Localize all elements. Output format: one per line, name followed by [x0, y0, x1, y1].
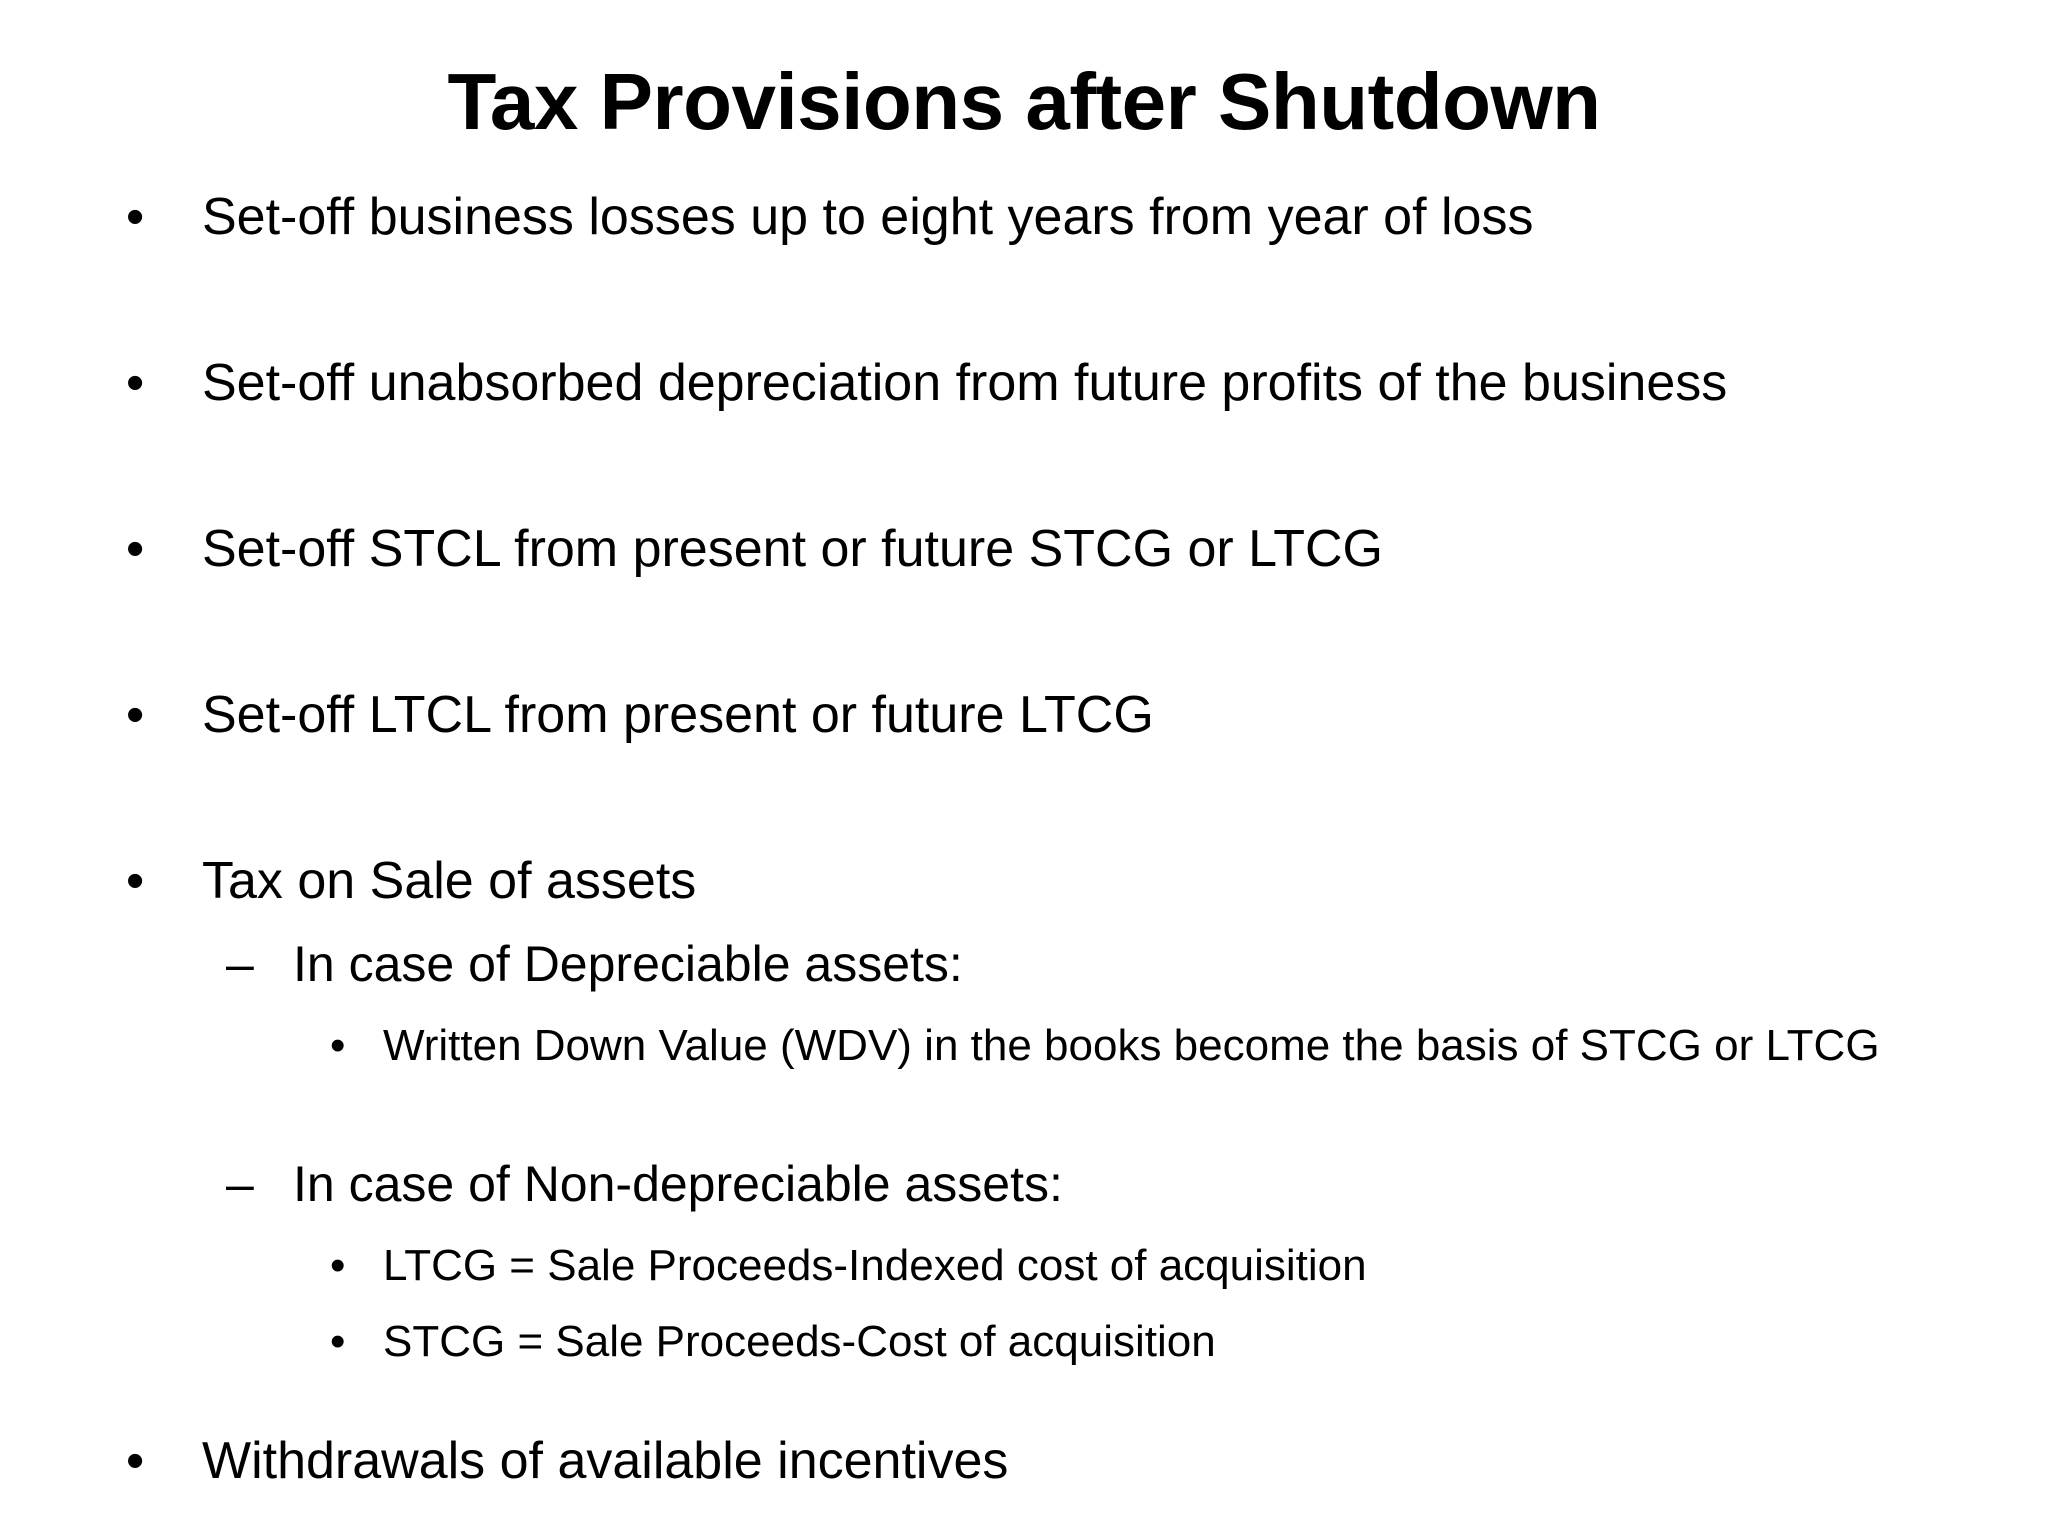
bullet-icon: • [330, 1317, 346, 1366]
slide-title: Tax Provisions after Shutdown [447, 57, 1601, 146]
dash-icon: – [226, 1156, 254, 1212]
bullet-icon: • [126, 686, 145, 744]
sub-item-text: In case of Non-depreciable assets: [293, 1156, 1063, 1212]
bullet-text: Set-off business losses up to eight years from year of loss [202, 188, 1534, 246]
bullet-icon: • [330, 1021, 346, 1070]
bullet-text: Withdrawals of available incentives [202, 1432, 1009, 1490]
bullet-icon: • [126, 188, 145, 246]
bullet-text: Set-off unabsorbed depreciation from future profits of the business [202, 354, 1728, 412]
bullet-icon: • [126, 354, 145, 412]
dash-icon: – [226, 936, 254, 992]
bullet-text: Set-off LTCL from present or future LTCG [202, 686, 1154, 744]
sub-item-text: In case of Depreciable assets: [293, 936, 963, 992]
point-text: Written Down Value (WDV) in the books become the basis of STCG or LTCG [383, 1021, 1880, 1070]
point-text: LTCG = Sale Proceeds-Indexed cost of acquisition [383, 1241, 1367, 1290]
bullet-icon: • [126, 1432, 145, 1490]
bullet-icon: • [330, 1241, 346, 1290]
bullet-text: Set-off STCL from present or future STCG or LTCG [202, 520, 1383, 578]
point-text: STCG = Sale Proceeds-Cost of acquisition [383, 1317, 1216, 1366]
bullet-icon: • [126, 520, 145, 578]
bullet-icon: • [126, 852, 145, 910]
bullet-text: Tax on Sale of assets [202, 852, 697, 910]
